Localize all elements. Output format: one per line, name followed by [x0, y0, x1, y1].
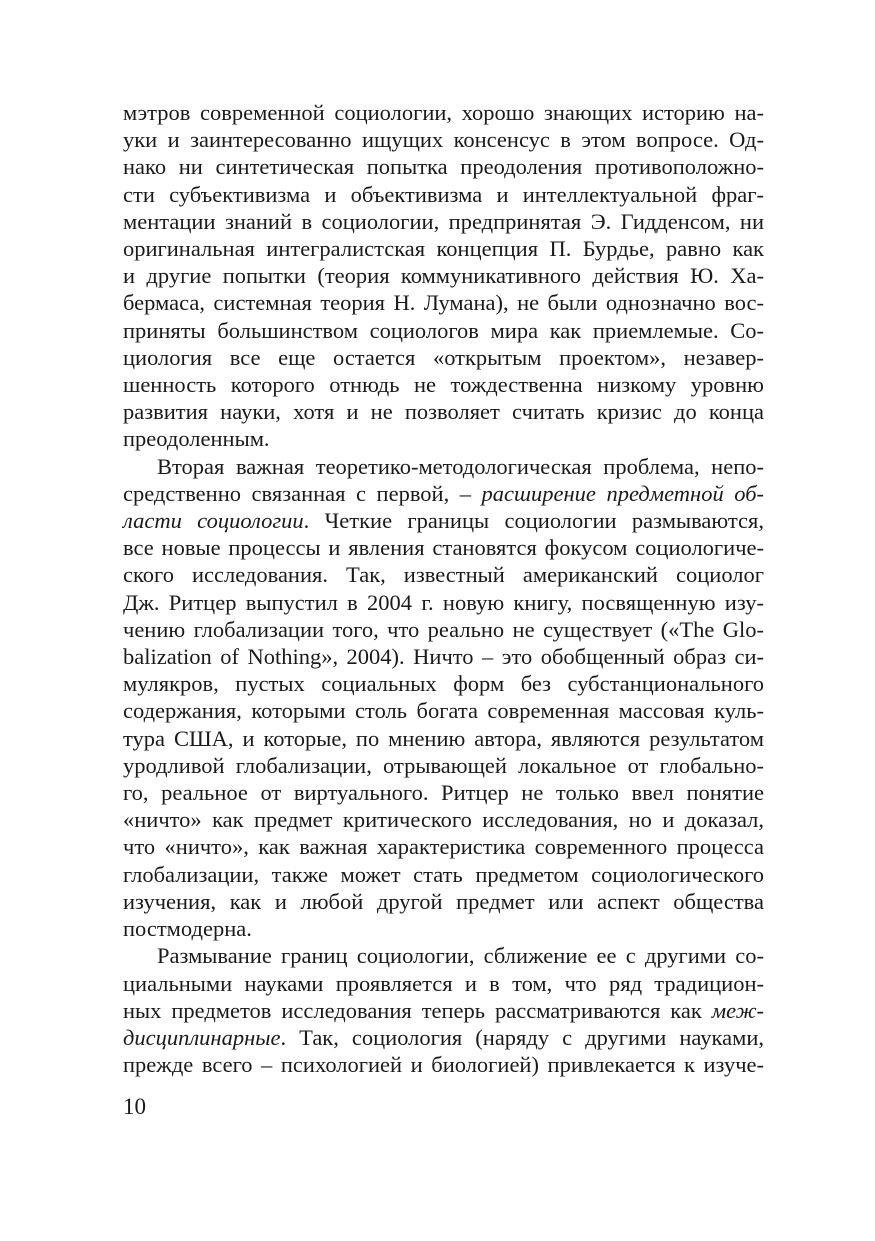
- text-line: чению глобализации того, что реально не существует («The Glo-: [123, 616, 764, 642]
- text-line: сти субъективизма и объективизма и интеллектуальной фраг-: [123, 181, 764, 207]
- text-line: [123, 480, 764, 507]
- text-line: изучения, как и любой другой предмет или аспект общества: [123, 888, 764, 914]
- text-line: мулякров, пустых социальных форм без субстанционального: [123, 671, 764, 697]
- text-line: преодоленным.: [123, 426, 270, 452]
- italic-term: ласти социологии: [123, 508, 304, 534]
- text-line: бермаса, системная теория Н. Лумана), не были однозначно вос-: [123, 290, 764, 316]
- text-line: Вторая важная теоретико-методологическая проблема, непо-: [157, 453, 764, 479]
- text-line: оригинальная интегралистская концепция П. Бурдье, равно как: [123, 236, 764, 262]
- text-line: глобализации, также может стать предметом социологического: [123, 861, 764, 887]
- text-line: циология все еще остается «открытым проектом», незавер-: [123, 344, 764, 370]
- text-line: шенность которого отнюдь не тождественна низкому уровню: [123, 372, 764, 398]
- text-line: Дж. Ритцер выпустил в 2004 г. новую книгу, посвященную изу-: [123, 589, 764, 615]
- text-line: постмодерна.: [123, 916, 252, 942]
- text-line: мэтров современной социологии, хорошо знающих историю на-: [123, 100, 764, 125]
- paragraph-2: [123, 453, 764, 943]
- text-line: циальными науками проявляется и в том, что ряд традицион-: [123, 970, 764, 996]
- page-body: [123, 99, 764, 1078]
- text-line: тура США, и которые, по мнению автора, являются результатом: [123, 725, 764, 751]
- text-line: нако ни синтетическая попытка преодоления противоположно-: [123, 154, 764, 180]
- text-line: что «ничто», как важная характеристика современного процесса: [123, 834, 764, 860]
- text-line: все новые процессы и явления становятся фокусом социологиче-: [123, 535, 764, 561]
- text-line: прежде всего – психологией и биологией) привлекается к изуче-: [123, 1052, 764, 1078]
- text-line: уки и заинтересованно ищущих консенсус в этом вопросе. Од-: [123, 127, 764, 153]
- paragraph-3: [123, 942, 764, 1078]
- italic-term: дисциплинарные: [123, 1024, 281, 1050]
- text-line: и другие попытки (теория коммуникативного действия Ю. Ха-: [123, 263, 764, 289]
- text-run: . Четкие границы социологии размываются,: [303, 508, 764, 534]
- text-line: Размывание границ социологии, сближение ее с другими со-: [157, 943, 764, 969]
- text-run: средственно связанная с первой, –: [123, 480, 482, 506]
- text-run: ных предметов исследования теперь рассматриваются как: [123, 997, 712, 1023]
- text-line: приняты большинством социологов мира как приемлемые. Со-: [123, 317, 764, 343]
- text-line: balization of Nothing», 2004). Ничто – это обобщенный образ си-: [123, 644, 764, 670]
- text-line: ментации знаний в социологии, предпринятая Э. Гидденсом, ни: [123, 208, 764, 234]
- text-line: ского исследования. Так, известный американский социолог: [123, 562, 764, 588]
- italic-term: расширение предметной об-: [481, 480, 765, 506]
- paragraph-1: [123, 99, 764, 453]
- page-number: 10: [123, 1094, 146, 1119]
- text-line: «ничто» как предмет критического исследования, но и доказал,: [123, 807, 764, 833]
- text-line: развития науки, хотя и не позволяет считать кризис до конца: [123, 399, 764, 425]
- italic-term: меж-: [711, 997, 764, 1023]
- text-line: содержания, которыми столь богата современная массовая куль-: [123, 698, 764, 724]
- text-line: уродливой глобализации, отрывающей локальное от глобально-: [123, 752, 764, 778]
- text-line: [123, 997, 764, 1024]
- text-line: го, реальное от виртуального. Ритцер не только ввел понятие: [123, 780, 764, 806]
- text-line: [123, 507, 764, 534]
- text-line: [123, 1024, 764, 1051]
- text-run: . Так, социология (наряду с другими науками,: [280, 1024, 764, 1050]
